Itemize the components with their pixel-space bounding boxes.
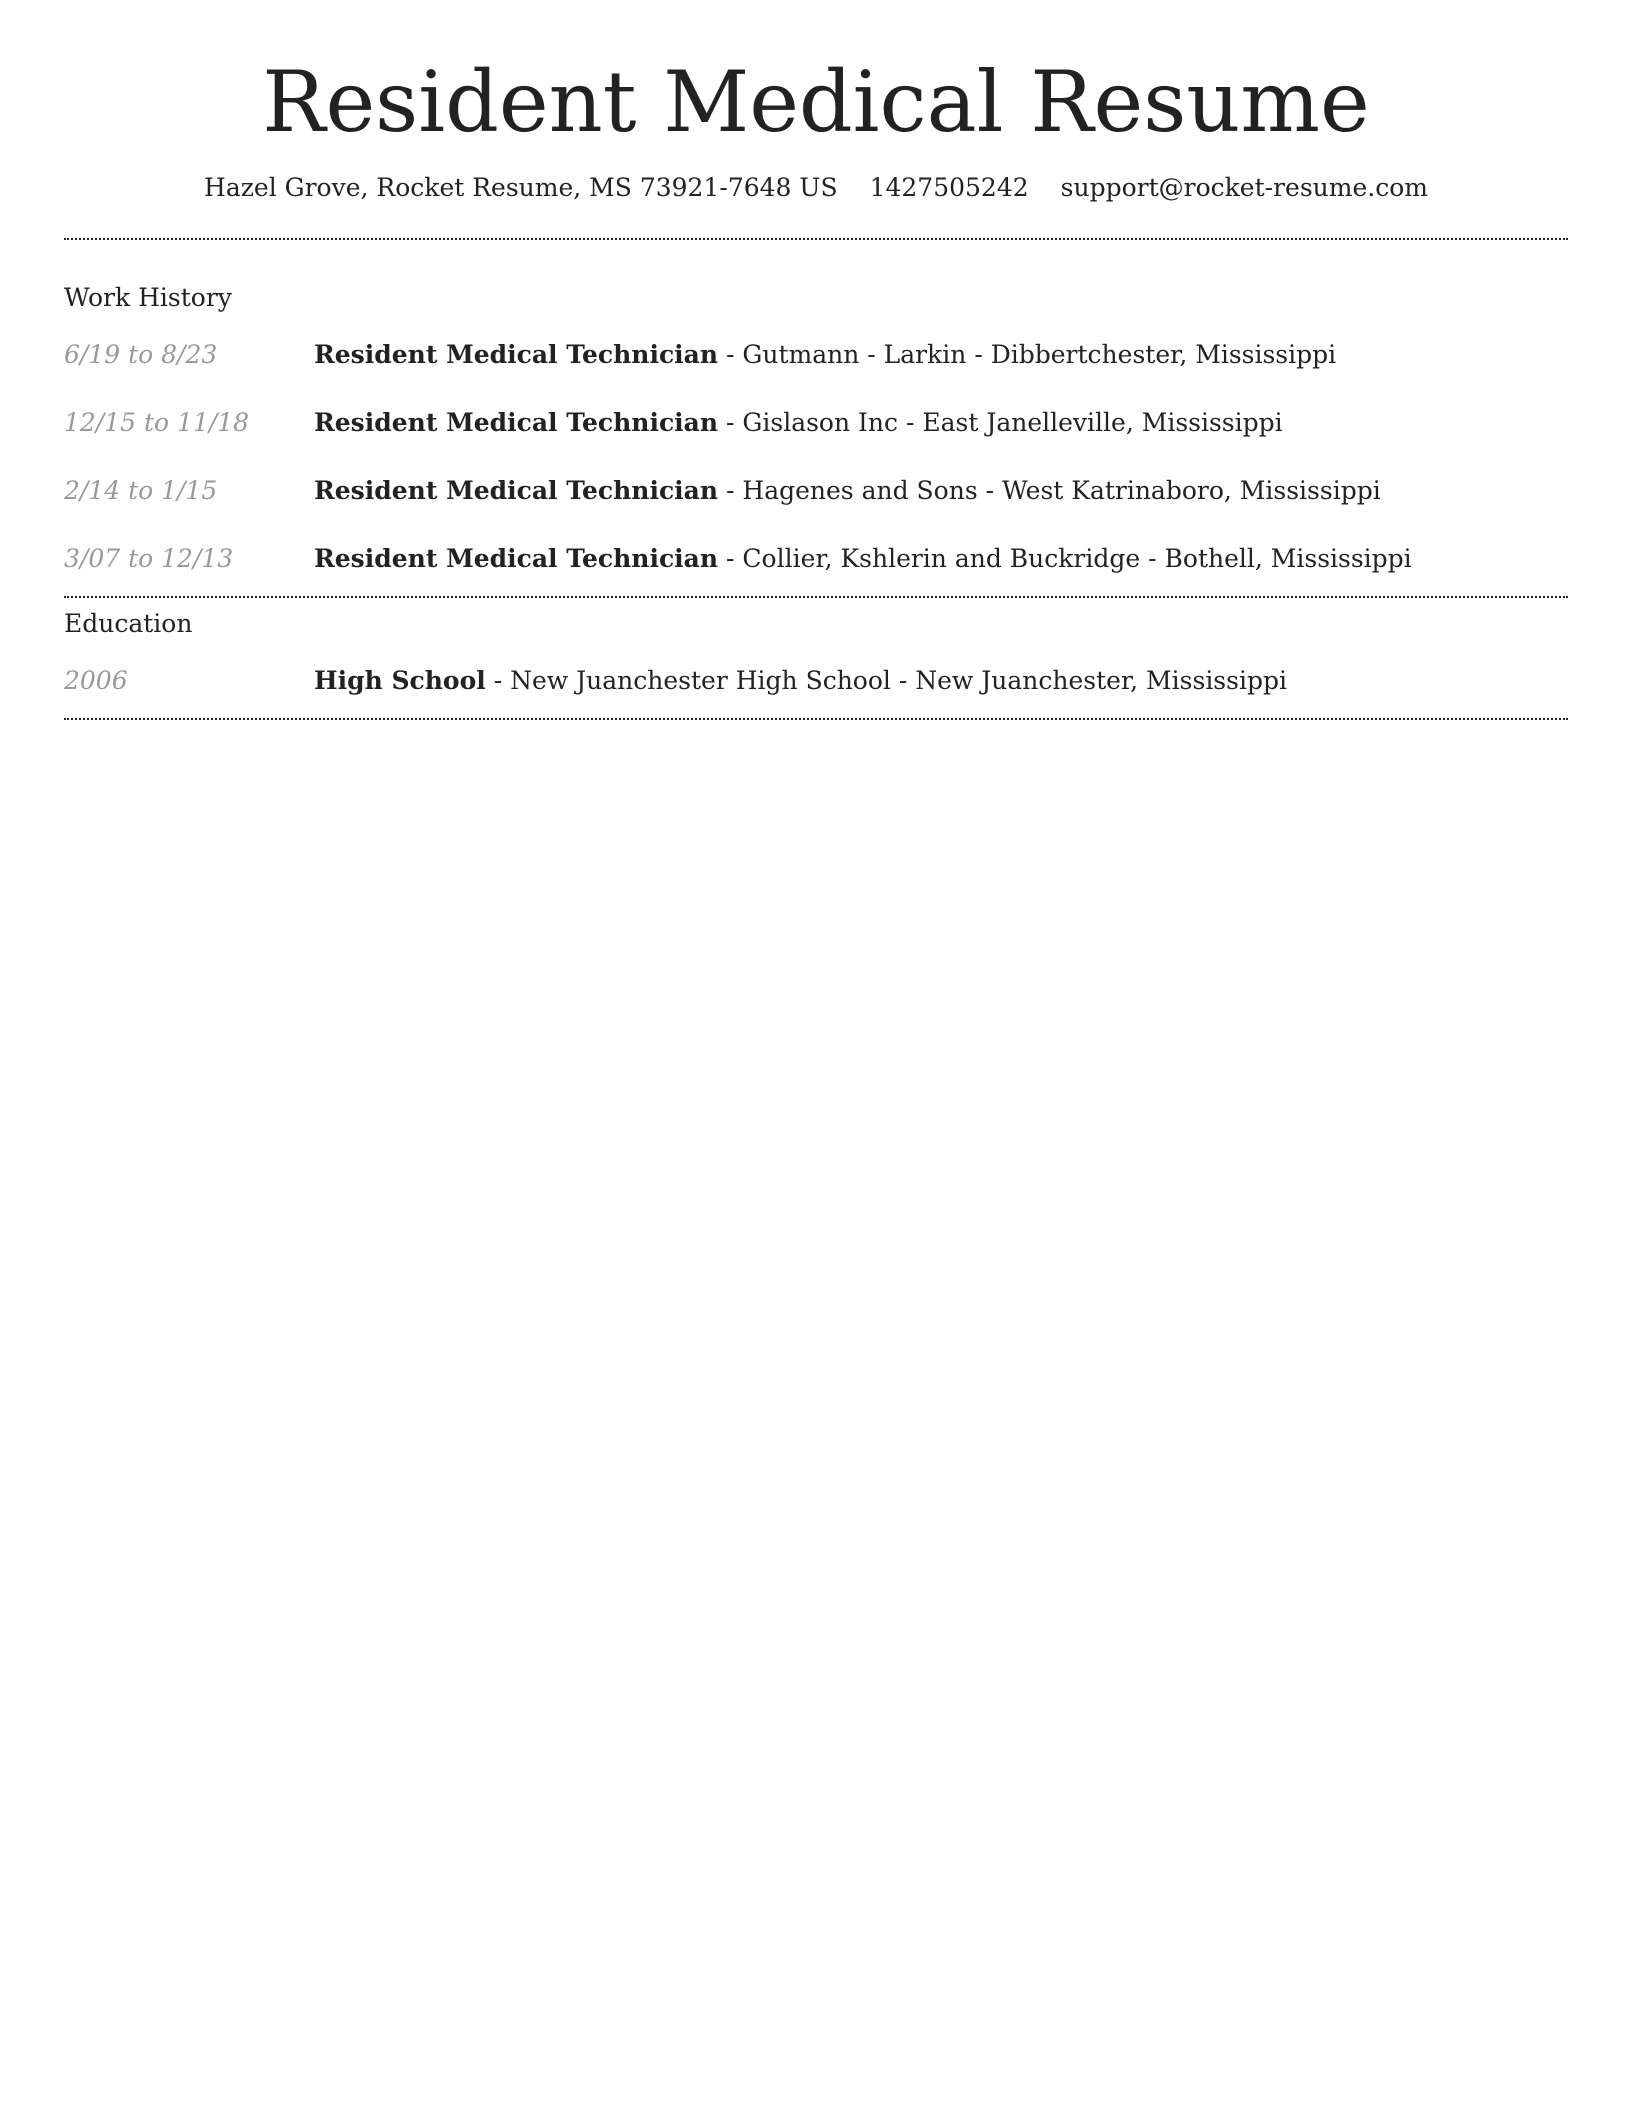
education-entry-detail <box>314 663 1287 699</box>
work-entry-role: Resident Medical Technician <box>314 408 719 437</box>
contact-email[interactable]: support@rocket-resume.com <box>1060 173 1428 202</box>
work-entry-role: Resident Medical Technician <box>314 340 719 369</box>
work-entry-detail <box>314 541 1412 577</box>
contact-phone: 1427505242 <box>869 173 1029 202</box>
contact-address: Hazel Grove, Rocket Resume, MS 73921-7648 US <box>204 173 838 202</box>
work-entry <box>64 473 1568 509</box>
work-history-divider <box>64 596 1568 598</box>
contact-line <box>0 170 1632 206</box>
education-entry-date: 2006 <box>64 666 128 695</box>
education-entry <box>64 663 1568 699</box>
work-entry-detail <box>314 473 1381 509</box>
resume-title: Resident Medical Resume <box>262 53 1370 151</box>
work-entry-role: Resident Medical Technician <box>314 476 719 505</box>
work-entry <box>64 541 1568 577</box>
work-entry-date: 2/14 to 1/15 <box>64 476 218 505</box>
work-entry-info: - Hagenes and Sons - West Katrinaboro, Mississippi <box>718 476 1381 505</box>
work-entry-info: - Gutmann - Larkin - Dibbertchester, Mississippi <box>718 340 1337 369</box>
work-entry-role: Resident Medical Technician <box>314 544 719 573</box>
work-entry-info: - Collier, Kshlerin and Buckridge - Bothell, Mississippi <box>718 544 1412 573</box>
work-entry-detail <box>314 337 1336 373</box>
work-entry <box>64 405 1568 441</box>
work-entry-date: 3/07 to 12/13 <box>64 544 234 573</box>
work-entry-info: - Gislason Inc - East Janelleville, Mississippi <box>718 408 1283 437</box>
education-entry-info: - New Juanchester High School - New Juanchester, Mississippi <box>485 666 1287 695</box>
education-heading: Education <box>64 609 193 638</box>
work-entry-date: 12/15 to 11/18 <box>64 408 250 437</box>
education-entry-degree: High School <box>314 666 486 695</box>
work-entry-detail <box>314 405 1283 441</box>
work-entry <box>64 337 1568 373</box>
education-divider <box>64 718 1568 720</box>
header-divider <box>64 238 1568 240</box>
work-history-heading: Work History <box>64 283 232 312</box>
work-entry-date: 6/19 to 8/23 <box>64 340 218 369</box>
